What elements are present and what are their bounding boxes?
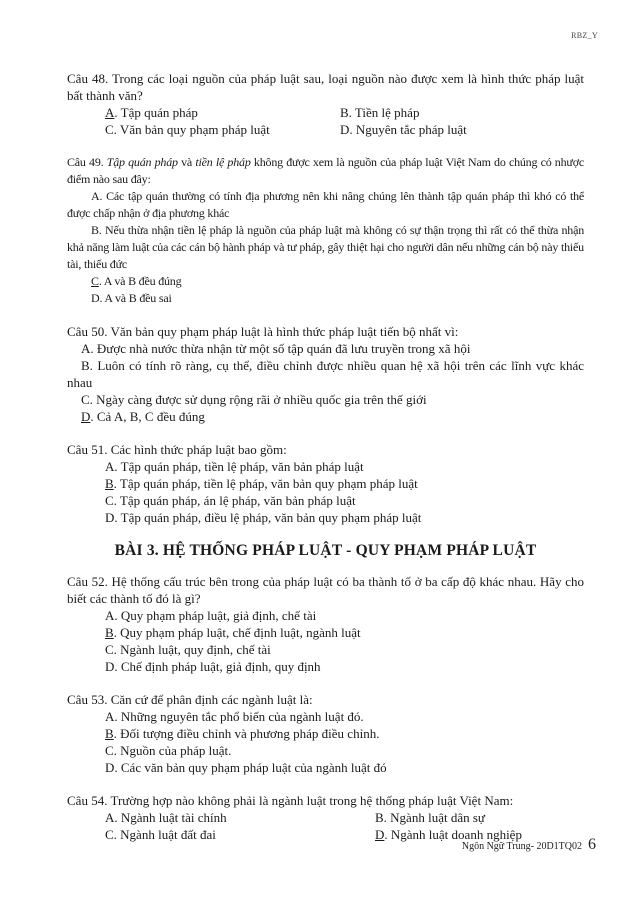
answer-b [67, 475, 584, 492]
answer-letter-marked: B [105, 476, 114, 491]
answer-a [67, 104, 340, 121]
answer-text: . Đối tượng điều chỉnh và phương pháp điều chỉnh. [113, 726, 380, 741]
answer-text: . Ngành luật doanh nghiệp [384, 827, 522, 842]
stem-rest: không được xem là nguồn của pháp luật Việt Nam do chúng có nhược điểm nào sau đây: [67, 155, 584, 186]
answer-a: A. Được nhà nước thừa nhận từ một số tập quán đã lưu truyền trong xã hội [81, 341, 471, 356]
question-stem: Câu 54. Trường hợp nào không phải là ngành luật trong hệ thống pháp luật Việt Nam: [67, 793, 514, 808]
header-code: RBZ_Y [571, 31, 598, 40]
question-49 [67, 154, 584, 307]
page-number: 6 [588, 836, 596, 853]
answer-letter-marked: D [375, 827, 385, 842]
answer-text: . Cả A, B, C đều đúng [90, 409, 205, 424]
answer-text: . A và B đều đúng [98, 274, 182, 288]
question-51 [67, 441, 584, 526]
answer-c [67, 273, 584, 290]
answer-b: B. Luôn có tính rõ ràng, cụ thể, điều chỉnh được nhiều quan hệ xã hội trên các lĩnh vực khác nhau [67, 358, 584, 390]
answer-b: B. Ngành luật dân sự [375, 810, 485, 825]
question-stem: Câu 51. Các hình thức pháp luật bao gồm: [67, 442, 287, 457]
question-48 [67, 70, 584, 138]
question-stem [67, 154, 584, 188]
term-tap-quan-phap: Tập quán pháp [106, 155, 178, 169]
answer-letter-marked: B [105, 625, 114, 640]
answer-c: C. Ngày càng được sử dụng rộng rãi ở nhiều quốc gia trên thế giới [81, 392, 427, 407]
question-stem: Câu 48. Trong các loại nguồn của pháp luật sau, loại nguồn nào được xem là hình thức pháp luật bất thành văn? [67, 71, 584, 103]
answer-c: C. Văn bản quy phạm pháp luật [105, 122, 270, 137]
answer-a: A. Tập quán pháp, tiền lệ pháp, văn bản pháp luật [105, 459, 364, 474]
answer-a: A. Các tập quán thường có tính địa phương nên khi nâng chúng lên thành tập quán pháp thì khó có thể được chấp nhận ở địa phương khác [67, 189, 584, 220]
question-52 [67, 573, 584, 675]
answer-b [67, 624, 584, 641]
question-stem: Câu 52. Hệ thống cấu trúc bên trong của pháp luật có ba thành tố ở ba cấp độ khác nhau. Hãy cho biết các thành tố đó là gì? [67, 574, 584, 606]
answer-letter-marked: C [91, 274, 99, 288]
question-50 [67, 323, 584, 425]
answer-d: D. Các văn bản quy phạm pháp luật của ngành luật đó [105, 760, 387, 775]
answer-letter-marked: B [105, 726, 114, 741]
answer-row [67, 121, 584, 138]
answer-d: D. Nguyên tắc pháp luật [340, 122, 467, 137]
page-footer [462, 836, 596, 854]
answer-letter-marked: D [81, 409, 91, 424]
term-tien-le-phap: tiền lệ pháp [195, 155, 251, 169]
answer-a: A. Quy phạm pháp luật, giả định, chế tài [105, 608, 317, 623]
answer-a: A. Ngành luật tài chính [105, 810, 227, 825]
page-content [67, 70, 584, 859]
answer-c: C. Nguồn của pháp luật. [105, 743, 232, 758]
answer-row [67, 104, 584, 121]
answer-row [67, 809, 584, 826]
answer-b: B. Nếu thừa nhận tiền lệ pháp là nguồn của pháp luật mà không có sự thận trọng thì rất có thể thừa nhận khả năng làm luật của các cán bộ hành pháp và tư pháp, gây thiệt hại cho người dân nếu những cán bộ này thiếu tài, thiếu đức [67, 223, 584, 271]
section-title: BÀI 3. HỆ THỐNG PHÁP LUẬT - QUY PHẠM PHÁP LUẬT [114, 542, 537, 559]
answer-d: D. Tập quán pháp, điều lệ pháp, văn bản quy phạm pháp luật [105, 510, 422, 525]
answer-text: . Tập quán pháp, tiền lệ pháp, văn bản quy phạm pháp luật [113, 476, 418, 491]
answer-c: C. Tập quán pháp, án lệ pháp, văn bản pháp luật [105, 493, 356, 508]
answer-c: C. Ngành luật, quy định, chế tài [105, 642, 271, 657]
conjunction: và [177, 155, 196, 169]
answer-text: . Quy phạm pháp luật, chế định luật, ngành luật [113, 625, 361, 640]
question-53 [67, 691, 584, 776]
answer-letter-marked: A [105, 105, 115, 120]
question-stem: Câu 53. Căn cứ để phân định các ngành luật là: [67, 692, 313, 707]
question-stem: Câu 50. Văn bản quy phạm pháp luật là hình thức pháp luật tiến bộ nhất vì: [67, 324, 459, 339]
footer-text: Ngôn Ngữ Trung- 20D1TQ02 [461, 841, 582, 852]
question-number: Câu 49. [67, 155, 104, 169]
answer-a: A. Những nguyên tắc phổ biến của ngành luật đó. [105, 709, 364, 724]
answer-d [67, 408, 584, 425]
answer-d: D. A và B đều sai [91, 291, 172, 305]
answer-b: B. Tiền lệ pháp [340, 105, 420, 120]
answer-c: C. Ngành luật đất đai [105, 827, 216, 842]
answer-b [67, 725, 584, 742]
answer-d: D. Chế định pháp luật, giả định, quy định [105, 659, 321, 674]
answer-text: . Tập quán pháp [114, 105, 198, 120]
